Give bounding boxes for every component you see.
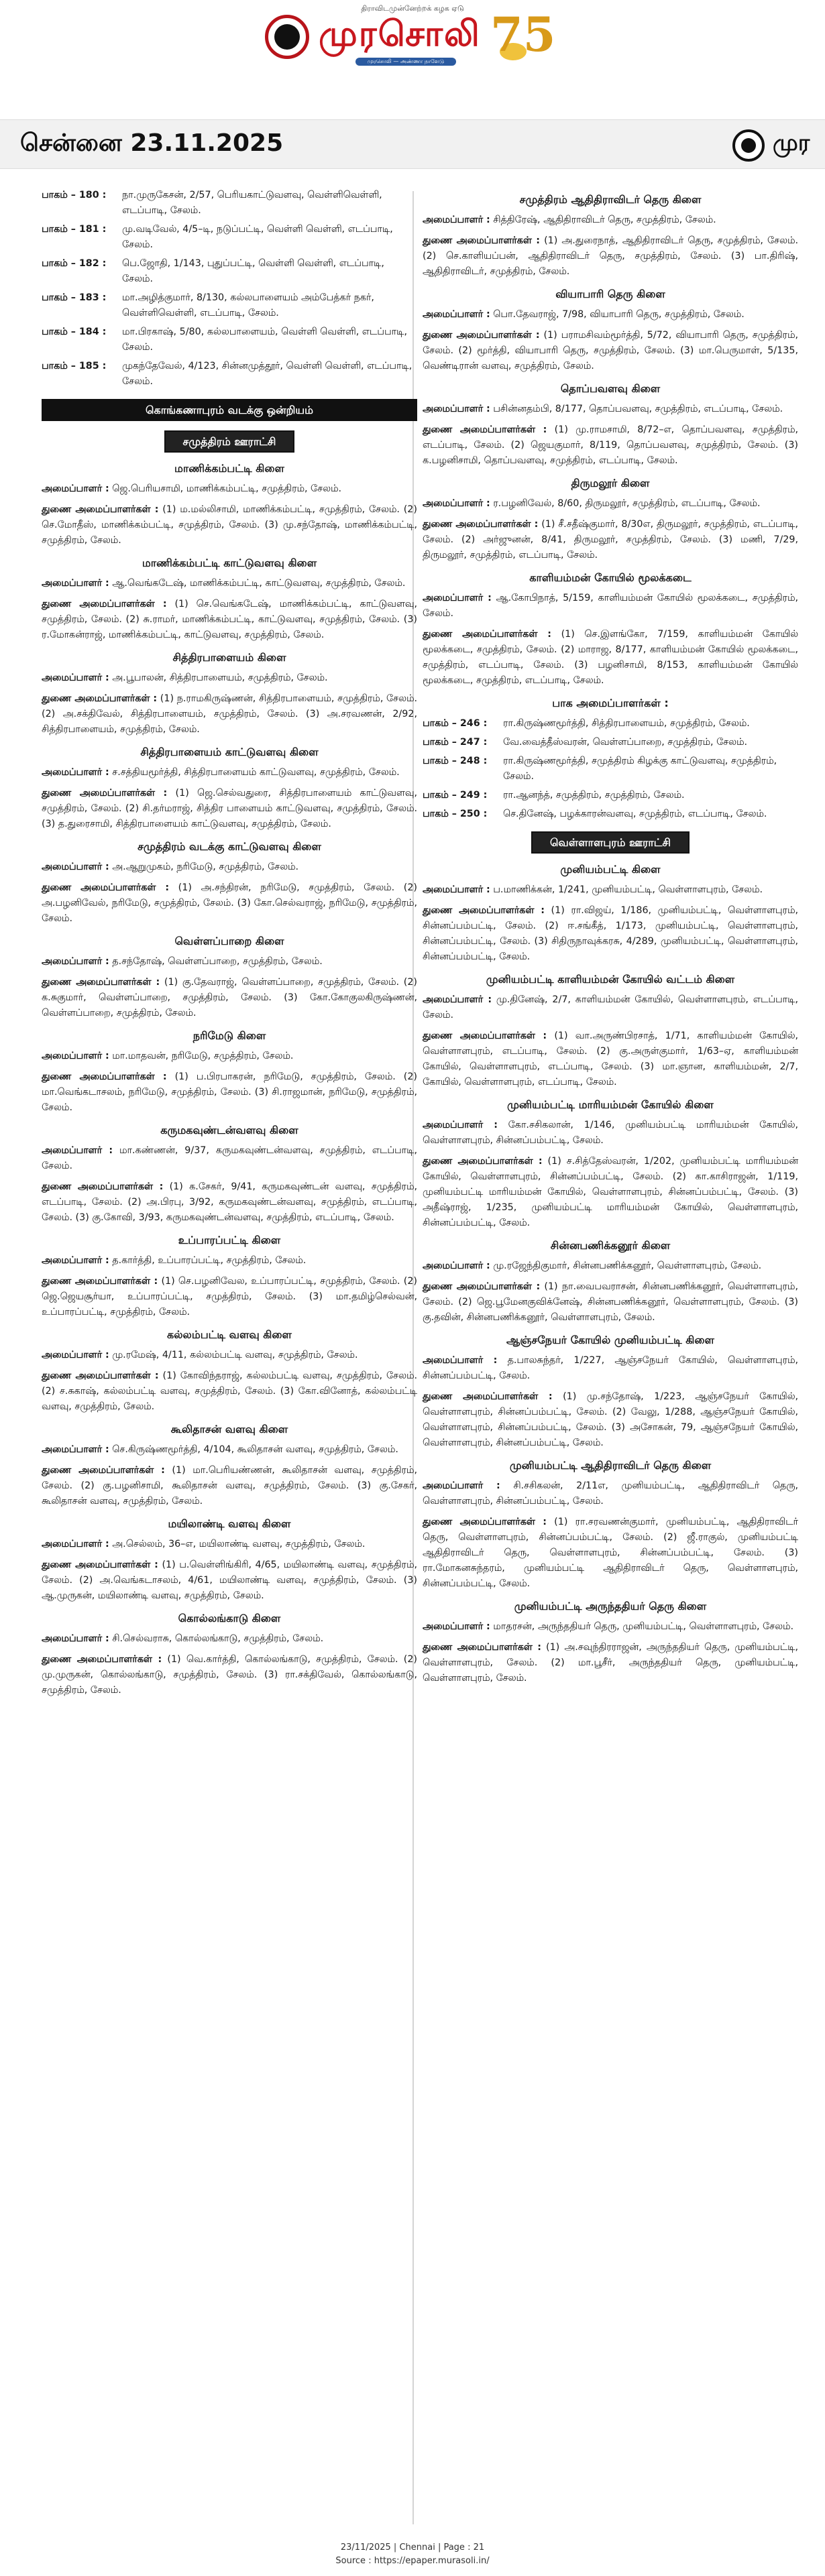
- branch-list: [423, 192, 798, 689]
- branch-title: கூலிதாசன் வளவு கிளை: [170, 1423, 288, 1436]
- organizer-label: அமைப்பாளர் :: [423, 1120, 498, 1130]
- deputy-entry: [423, 1029, 798, 1090]
- branch-section: [423, 475, 798, 563]
- organizer-entry: [42, 1049, 417, 1064]
- branch-title: திருமலூர் கிளை: [571, 477, 650, 489]
- organizer-entry: [42, 1442, 417, 1458]
- deputy-entry: [423, 903, 798, 965]
- deputy-label: துணை அமைப்பாளர்கள் :: [423, 1281, 541, 1292]
- bagam-person: முகந்தேவேல், 4/123, சின்னமுத்தூர், வெள்ளி வெள்ளி, எடப்பாடி, சேலம்.: [122, 361, 412, 387]
- bagam-person: நா.முருகேசன், 2/57, பெரியகாட்டுவளவு, வெள்ளிவெள்ளி, எடப்பாடி, சேலம்.: [122, 190, 382, 216]
- bagam-person: மா.பிரகாஷ், 5/80, கல்லபாளையம், வெள்ளி வெள்ளி, எடப்பாடி, சேலம்.: [122, 327, 407, 353]
- deputy-entry: [42, 786, 417, 832]
- masthead: [0, 0, 825, 74]
- branch-title: சித்திரபாளையம் காட்டுவளவு கிளை: [140, 746, 319, 758]
- organizer-entry: [423, 882, 798, 898]
- branch-section: [42, 1611, 417, 1698]
- branch-title: மயிலாண்டி வளவு கிளை: [168, 1517, 291, 1530]
- branch-title: மாணிக்கம்பட்டி கிளை: [174, 462, 284, 475]
- baga-heading: பாக அமைப்பாளர்கள் :: [552, 697, 669, 709]
- organizer-name: ப.மாணிக்கன், 1/241, முனியம்பட்டி, வெள்ளாளபுரம், சேலம்.: [493, 884, 763, 895]
- organizer-label: அமைப்பாளர் :: [42, 1051, 109, 1061]
- deputy-names: (1) ப.பிரபாகரன், நரிமேடு, சமுத்திரம், சேலம். (2) மா.வெங்கடாசலம், நரிமேடு, சமுத்திரம், சேலம். (3) சி.ராஜமான், நரிமேடு, சமுத்திரம், சேலம்.: [42, 1071, 417, 1113]
- organizer-name: ஜெ.பெரியசாமி, மாணிக்கம்பட்டி, சமுத்திரம், சேலம்.: [112, 483, 342, 494]
- organizer-entry: [423, 1478, 798, 1509]
- organizer-label: அமைப்பாளர் :: [423, 404, 490, 414]
- branch-title: வெள்ளப்பாறை கிளை: [174, 935, 284, 947]
- bagam-row: [423, 807, 798, 822]
- deputy-names: (1) ந.ராமகிருஷ்ணன், சித்திரபாளையம், சமுத்திரம், சேலம். (2) அ.சக்திவேல், சித்திரபாளையம், சமுத்திரம், சேலம். (3) அ.சரவணன், 2/92, சித்திரபாளையம், சமுத்திரம், சேலம்.: [42, 693, 417, 735]
- deputy-label: துணை அமைப்பாளர்கள் :: [42, 788, 168, 799]
- deputy-label: துணை அமைப்பாளர்கள் :: [42, 1071, 167, 1082]
- deputy-names: (1) மு.ராமசாமி, 8/72–எ, தொப்பவளவு, சமுத்திரம், எடப்பாடி, சேலம். (2) ஜெயகுமார், 8/119, தொப்பவளவு, சமுத்திரம், சேலம். (3) க.பழனிசாமி, தொப்பவளவு, சமுத்திரம், எடப்பாடி, சேலம்.: [423, 424, 798, 466]
- deputy-label: துணை அமைப்பாளர்கள் :: [423, 1156, 543, 1167]
- deputy-names: (1) வெ.கார்த்தி, கொல்லங்காடு, சமுத்திரம், சேலம். (2) மு.முருகன், கொல்லங்காடு, சமுத்திரம், சேலம். (3) ரா.சக்திவேல், கொல்லங்காடு, சமுத்திரம், சேலம்.: [42, 1654, 417, 1696]
- newspaper-title: முரசொலி: [319, 13, 481, 54]
- bagam-list: [423, 716, 798, 822]
- branch-section: [42, 1122, 417, 1226]
- branch-title: சமுத்திரம் ஆதிதிராவிடர் தெரு கிளை: [519, 193, 702, 206]
- organizer-name: கோ.சசிகலான், 1/146, முனியம்பட்டி மாரியம்மன் கோயில், வெள்ளாளபுரம், சின்னப்பம்பட்டி, சேலம்.: [423, 1120, 799, 1146]
- bagam-row: [423, 716, 798, 731]
- deputy-names: (1) அ.துரைநாத், ஆதிதிராவிடர் தெரு, சமுத்திரம், சேலம். (2) செ.காளியப்பன், ஆதிதிராவிடர் தெரு, சமுத்திரம், சேலம். (3) பா.திரிஷ், ஆதிதிராவிடர், சமுத்திரம், சேலம்.: [423, 235, 798, 277]
- edition-date: சென்னை 23.11.2025: [20, 129, 284, 157]
- deputy-label: துணை அமைப்பாளர்கள் :: [42, 504, 159, 515]
- branch-section: [42, 1028, 417, 1116]
- organizer-entry: [423, 1118, 798, 1149]
- branch-title: சித்திரபாளையம் கிளை: [172, 651, 286, 664]
- deputy-names: (1) ரா.சரவணன்குமார், முனியம்பட்டி, ஆதிதிராவிடர் தெரு, வெள்ளாளபுரம், சின்னப்பம்பட்டி, சேலம். (2) ஜீ.ராகுல், முனியம்பட்டி ஆதிதிராவிடர் தெரு, வெள்ளாளபுரம், சின்னப்பம்பட்டி, சேலம். (3) ரா.மோகனசுந்தரம், முனியம்பட்டி ஆதிதிராவிடர் தெரு, வெள்ளாளபுரம், சின்னப்பம்பட்டி, சேலம்.: [423, 1517, 798, 1589]
- branch-section: [42, 461, 417, 548]
- mini-emblem-icon: [732, 129, 765, 162]
- organizer-entry: [42, 860, 417, 875]
- deputy-label: துணை அமைப்பாளர்கள் :: [423, 905, 545, 916]
- rising-sun-emblem-icon: [265, 15, 309, 59]
- deputy-entry: [423, 517, 798, 563]
- branch-title: முனியம்பட்டி காளியம்மன் கோயில் வட்டம் கிளை: [486, 973, 735, 986]
- organizer-name: ஆ.வெங்கடேஷ், மாணிக்கம்பட்டி, காட்டுவளவு, சமுத்திரம், சேலம்.: [112, 578, 406, 589]
- branch-title: மாணிக்கம்பட்டி காட்டுவளவு கிளை: [142, 557, 317, 569]
- branch-title: சமுத்திரம் வடக்கு காட்டுவளவு கிளை: [138, 840, 321, 853]
- organizer-entry: [42, 1143, 417, 1174]
- organizer-name: அ.பூபாலன், சித்திரபாளையம், சமுத்திரம், சேலம்.: [112, 672, 328, 683]
- branch-title: முனியம்பட்டி கிளை: [560, 863, 661, 876]
- deputy-entry: [42, 880, 417, 927]
- deputy-names: (1) ஜெ.செல்வதுரை, சித்திரபாளையம் காட்டுவளவு, சமுத்திரம், சேலம். (2) சி.தர்மராஜ், சித்திர பாளையம் காட்டுவளவு, சமுத்திரம், சேலம். (3) த.துரைசாமி, சித்திரபாளையம் காட்டுவளவு, சமுத்திரம், சேலம்.: [42, 788, 417, 829]
- organizer-entry: [423, 402, 798, 417]
- branch-section: [42, 650, 417, 738]
- organizer-name: மு.ரஜேந்திகுமார், சின்னபணிக்கனூர், வெள்ளாளபுரம், சேலம்.: [493, 1261, 762, 1271]
- branch-section: [423, 862, 798, 965]
- organizer-label: அமைப்பாளர் :: [42, 578, 109, 589]
- bagam-row: [42, 256, 417, 287]
- branch-section: [423, 381, 798, 469]
- organizer-entry: [42, 670, 417, 686]
- organizer-name: மா.கண்ணன், 9/37, கருமகவுண்டன்வளவு, சமுத்திரம், எடப்பாடி, சேலம்.: [42, 1145, 418, 1171]
- organizer-entry: [42, 765, 417, 780]
- panchayat-heading: வெள்ளாளபுரம் ஊராட்சி: [423, 831, 798, 854]
- bagam-row: [423, 754, 798, 784]
- organizer-label: அமைப்பாளர் :: [42, 956, 109, 967]
- bagam-row: [42, 188, 417, 219]
- organizer-entry: [423, 992, 798, 1023]
- organizer-entry: [423, 1619, 798, 1635]
- bagam-number: பாகம் – 185 :: [42, 361, 107, 371]
- branch-list: [42, 461, 417, 1698]
- bagam-number: பாகம் – 250 :: [423, 809, 488, 819]
- deputy-names: (1) செ.இளங்கோ, 7/159, காளியம்மன் கோயில் மூலக்கடை, சமுத்திரம், சேலம். (2) மாராஜ, 8/177, காளியம்மன் கோயில் மூலக்கடை, சமுத்திரம், எடப்பாடி, சேலம். (3) பழனிசாமி, 8/153, காளியம்மன் கோயில் மூலக்கடை, சமுத்திரம், எடப்பாடி, சேலம்.: [423, 629, 798, 686]
- organizer-label: அமைப்பாளர் :: [42, 767, 109, 778]
- organizer-name: ஆ.கோபிநாத், 5/159, காளியம்மன் கோயில் மூலக்கடை, சமுத்திரம், சேலம்.: [423, 593, 798, 619]
- organizer-name: த.கார்த்தி, உப்பாரப்பட்டி, சமுத்திரம், சேலம்.: [112, 1255, 307, 1266]
- branch-section: [423, 570, 798, 689]
- deputy-entry: [42, 691, 417, 738]
- deputy-entry: [42, 502, 417, 548]
- organizer-name: பசின்னதம்பி, 8/177, தொப்பவளவு, சமுத்திரம், எடப்பாடி, சேலம்.: [493, 404, 783, 414]
- deputy-entry: [423, 328, 798, 374]
- masthead-tagline: திராவிடமுன்னேற்றக் கழக ஏடு: [361, 4, 464, 13]
- bagam-number: பாகம் – 184 :: [42, 327, 107, 337]
- organizer-label: அமைப்பாளர் :: [423, 1480, 500, 1491]
- deputy-entry: [423, 1515, 798, 1592]
- deputy-label: துணை அமைப்பாளர்கள் :: [42, 1560, 158, 1570]
- deputy-label: துணை அமைப்பாளர்கள் :: [423, 519, 539, 530]
- branch-title: காளியம்மன் கோயில் மூலக்கடை: [529, 571, 692, 584]
- bagam-row: [42, 359, 417, 390]
- deputy-label: துணை அமைப்பாளர்கள் :: [42, 1276, 158, 1287]
- branch-section: [42, 1516, 417, 1604]
- branch-section: [423, 1332, 798, 1451]
- bagam-number: பாகம் – 247 :: [423, 737, 488, 748]
- bagam-person: வே.வைத்தீஸ்வரன், வெள்ளப்பாறை, சமுத்திரம், சேலம்.: [503, 737, 748, 748]
- deputy-names: (1) மா.பெரியண்ணன், கூலிதாசன் வளவு, சமுத்திரம், சேலம். (2) கு.பழனிசாமி, கூலிதாசன் வளவு, சமுத்திரம், சேலம். (3) கு.சேகர், கூலிதாசன் வளவு, சமுத்திரம், சேலம்.: [42, 1465, 417, 1507]
- deputy-entry: [423, 1389, 798, 1451]
- branch-section: [423, 1598, 798, 1686]
- deputy-label: துணை அமைப்பாளர்கள் :: [42, 1654, 162, 1665]
- footer-page-info: 23/11/2025 | Chennai | Page : 21: [340, 2542, 485, 2553]
- bagam-number: பாகம் – 249 :: [423, 790, 488, 801]
- branch-title: நரிமேடு கிளை: [192, 1029, 266, 1042]
- organizer-label: அமைப்பாளர் :: [42, 1350, 109, 1360]
- bagam-row: [423, 735, 798, 750]
- deputy-names: (1) வா.அருண்பிரசாத், 1/71, காளியம்மன் கோயில், வெள்ளாளபுரம், எடப்பாடி, சேலம். (2) கு.அருள்குமார், 1/63–ஏ, காளியம்மன் கோயில், வெள்ளாளபுரம், எடப்பாடி, சேலம். (3) மா.ஞான, காளியம்மன், 2/7, கோயில், வெள்ளாளபுரம், எடப்பாடி, சேலம்.: [423, 1031, 798, 1088]
- bagam-person: மா.அழித்குமார், 8/130, கல்லபாளையம் அம்பேத்கர் நகர், வெள்ளிவெள்ளி, எடப்பாடி, சேலம்.: [122, 292, 374, 318]
- edition-bar: [0, 119, 825, 169]
- deputy-label: துணை அமைப்பாளர்கள் :: [42, 693, 158, 704]
- branch-section: [423, 286, 798, 374]
- deputy-label: துணை அமைப்பாளர்கள் :: [423, 1517, 547, 1527]
- deputy-label: துணை அமைப்பாளர்கள் :: [42, 1465, 165, 1476]
- bagam-number: பாகம் – 183 :: [42, 292, 107, 303]
- newspaper-subtitle: முரசொலி — அண்ணா நாளேடு: [355, 58, 456, 66]
- organizer-entry: [42, 1631, 417, 1647]
- deputy-names: (1) அ.சவுந்திரராஜன், அருந்ததியர் தெரு, முனியம்பட்டி, வெள்ளாளபுரம், சேலம். (2) மா.பூசீர், அருந்ததியர் தெரு, முனியம்பட்டி, வெள்ளாளபுரம், சேலம்.: [423, 1642, 798, 1684]
- branch-section: [42, 1421, 417, 1509]
- deputy-label: துணை அமைப்பாளர்கள் :: [423, 629, 551, 640]
- deputy-names: (1) க.சேகர், 9/41, கருமகவுண்டன் வளவு, சமுத்திரம், எடப்பாடி, சேலம். (2) அ.பிரபு, 3/92, கருமகவுண்டன்வளவு, சமுத்திரம், எடப்பாடி, சேலம். (3) கு.கோவி, 3/93, கருமகவுண்டன்வளவு, சமுத்திரம், எடப்பாடி, சேலம்.: [42, 1181, 417, 1223]
- organizer-name: மு.தினேஷ், 2/7, காளியம்மன் கோயில், வெள்ளாளபுரம், எடப்பாடி, சேலம்.: [423, 994, 798, 1020]
- organizer-name: அ.செல்லம், 36–எ, மயிலாண்டி வளவு, சமுத்திரம், சேலம்.: [112, 1539, 366, 1549]
- organizer-label: அமைப்பாளர் :: [42, 672, 109, 683]
- deputy-entry: [42, 1069, 417, 1116]
- bagam-row: [42, 222, 417, 253]
- right-column: [423, 188, 798, 1693]
- deputy-names: (1) கு.தேவராஜ், வெள்ளப்பாறை, சமுத்திரம், சேலம். (2) க.சுகுமார், வெள்ளப்பாறை, சமுத்திரம், சேலம். (3) கோ.கோகுலகிருஷ்ணன், வெள்ளப்பாறை, சமுத்திரம், சேலம்.: [42, 977, 417, 1018]
- deputy-entry: [423, 422, 798, 469]
- organizer-label: அமைப்பாளர் :: [423, 498, 490, 509]
- branch-title: உப்பாரப்பட்டி கிளை: [178, 1234, 281, 1246]
- bagam-person: பெ.ஜோதி, 1/143, புதுப்பட்டி, வெள்ளி வெள்ளி, எடப்பாடி, சேலம்.: [122, 258, 384, 284]
- branch-title: கொல்லங்காடு கிளை: [178, 1612, 281, 1625]
- branch-title: முனியம்பட்டி ஆதிதிராவிடர் தெரு கிளை: [509, 1459, 712, 1472]
- deputy-label: துணை அமைப்பாளர்கள் :: [42, 882, 170, 893]
- anniversary-badge-icon: [486, 7, 556, 66]
- organizer-name: மு.ரமேஷ், 4/11, கல்லம்பட்டி வளவு, சமுத்திரம், சேலம்.: [112, 1350, 358, 1360]
- deputy-label: துணை அமைப்பாளர்கள் :: [423, 1031, 547, 1041]
- organizer-entry: [423, 496, 798, 512]
- deputy-label: துணை அமைப்பாளர்கள் :: [423, 1391, 553, 1402]
- footer-source: Source : https://epaper.murasoli.in/: [335, 2556, 490, 2566]
- branch-title: கருமகவுண்டன்வளவு கிளை: [160, 1124, 298, 1136]
- organizer-name: பொ.தேவராஜ், 7/98, வியாபாரி தெரு, சமுத்திரம், சேலம்.: [493, 309, 745, 320]
- deputy-entry: [423, 1154, 798, 1231]
- organizer-name: சி.சசிகலன், 2/11எ, முனியம்பட்டி, ஆதிதிராவிடர் தெரு, வெள்ளாளபுரம், சின்னப்பம்பட்டி, சேலம்.: [423, 1480, 799, 1507]
- organizer-label: அமைப்பாளர் :: [42, 1539, 109, 1549]
- organizer-name: அ.ஆறுமுகம், நரிமேடு, சமுத்திரம், சேலம்.: [112, 862, 299, 872]
- bagam-row: [42, 325, 417, 355]
- deputy-entry: [423, 233, 798, 280]
- deputy-entry: [42, 1652, 417, 1698]
- branch-section: [423, 972, 798, 1090]
- organizer-label: அமைப்பாளர் :: [423, 1355, 498, 1366]
- bagam-person: ரா.ஆனந்த், சமுத்திரம், சமுத்திரம், சேலம்.: [503, 790, 685, 801]
- deputy-names: (1) செ.பழனிவேல, உப்பாரப்பட்டி, சமுத்திரம், சேலம். (2) ஜெ.ஜெயசூர்யா, உப்பாரப்பட்டி, சமுத்திரம், சேலம். (3) மா.தமிழ்செல்வன், உப்பாரப்பட்டி, சமுத்திரம், சேலம்.: [42, 1276, 417, 1318]
- branch-section: [42, 933, 417, 1021]
- logo: [265, 9, 560, 70]
- organizer-label: அமைப்பாளர் :: [423, 593, 492, 603]
- organizer-label: அமைப்பாளர் :: [423, 1621, 490, 1632]
- organizer-label: அமைப்பாளர் :: [423, 884, 490, 895]
- organizer-name: சி.செல்வராசு, கொல்லங்காடு, சமுத்திரம், சேலம்.: [112, 1633, 324, 1644]
- deputy-label: துணை அமைப்பாளர்கள் :: [42, 1370, 159, 1381]
- branch-section: [42, 839, 417, 927]
- bagam-number: பாகம் – 180 :: [42, 190, 107, 200]
- deputy-names: (1) ப.வெள்ளிங்கிரி, 4/65, மயிலாண்டி வளவு, சமுத்திரம், சேலம். (2) அ.வெங்கடாசலம், 4/61, மயிலாண்டி வளவு, சமுத்திரம், சேலம். (3) ஆ.முருகன், மயிலாண்டி வளவு, சமுத்திரம், சேலம்.: [42, 1560, 417, 1601]
- organizer-entry: [42, 1253, 417, 1269]
- deputy-entry: [42, 1368, 417, 1415]
- organizer-name: ர.பழனிவேல், 8/60, திருமலூர், சமுத்திரம், எடப்பாடி, சேலம்.: [493, 498, 761, 509]
- deputy-names: (1) பராமசிவம்மூர்த்தி, 5/72, வியாபாரி தெரு, சமுத்திரம், சேலம். (2) மூர்த்தி, வியாபாரி தெரு, சமுத்திரம், சேலம். (3) மா.பெருமாள், 5/135, வெண்டிரான் வளவு, சமுத்திரம், சேலம்.: [423, 330, 798, 371]
- organizer-name: மா.மாதவன், நரிமேடு, சமுத்திரம், சேலம்.: [112, 1051, 294, 1061]
- organizer-label: அமைப்பாளர் :: [42, 1444, 109, 1455]
- organizer-entry: [423, 591, 798, 622]
- branch-title: ஆஞ்சநேயர் கோயில் முனியம்பட்டி கிளை: [506, 1334, 714, 1346]
- bagam-person: ரா.கிருஷ்ணமூர்த்தி, சமுத்திரம் கிழக்கு காட்டுவளவு, சமுத்திரம், சேலம்.: [503, 756, 777, 782]
- organizer-label: அமைப்பாளர் :: [423, 215, 490, 225]
- deputy-label: துணை அமைப்பாளர்கள் :: [42, 1181, 164, 1192]
- bagam-person: மு.வடிவேல், 4/5–டி, நடுப்பட்டி, வெள்ளி வெள்ளி, எடப்பாடி, சேலம்.: [122, 224, 393, 250]
- organizer-label: அமைப்பாளர் :: [42, 1255, 109, 1266]
- deputy-names: (1) கோவிந்தராஜ், கல்லம்பட்டி வளவு, சமுத்திரம், சேலம். (2) ச.சுகாஷ், கல்லம்பட்டி வளவு, சமுத்திரம், சேலம். (3) கோ.வினோத், கல்லம்பட்டி வளவு, சமுத்திரம், சேலம்.: [42, 1370, 417, 1412]
- deputy-entry: [42, 1179, 417, 1226]
- bagam-list: [42, 188, 417, 390]
- organizer-entry: [42, 1537, 417, 1552]
- deputy-names: (1) சீ.சதீஷ்குமார், 8/30எ, திருமலூர், சமுத்திரம், எடப்பாடி, சேலம். (2) அர்ஜுனன், 8/41, திருமலூர், சமுத்திரம், சேலம். (3) மணி, 7/29, திருமலூர், சமுத்திரம், எடப்பாடி, சேலம்.: [423, 519, 798, 561]
- branch-title: வியாபாரி தெரு கிளை: [555, 288, 665, 300]
- bagam-number: பாகம் – 181 :: [42, 224, 107, 235]
- organizer-label: அமைப்பாளர் :: [42, 1145, 113, 1156]
- bagam-number: பாகம் – 246 :: [423, 718, 488, 729]
- deputy-entry: [423, 627, 798, 689]
- branch-section: [423, 1097, 798, 1231]
- organizer-name: செ.கிருஷ்ணமூர்த்தி, 4/104, கூலிதாசன் வளவு, சமுத்திரம், சேலம்.: [112, 1444, 398, 1455]
- organizer-name: சித்திரேஷ், ஆதிதிராவிடர் தெரு, சமுத்திரம், சேலம்.: [493, 215, 716, 225]
- deputy-names: (1) ச.சித்தேஸ்வரன், 1/202, முனியம்பட்டி மாரியம்மன் கோயில், வெள்ளாளபுரம், சின்னப்பம்பட்டி, சேலம். (2) கா.காசிராஜன், 1/119, முனியம்பட்டி மாரியம்மன் கோயில், வெள்ளாளபுரம், சின்னப்பம்பட்டி, சேலம். (3) அதீஷ்ராஜ், 1/235, முனியம்பட்டி மாரியம்மன் கோயில், வெள்ளாளபுரம், சின்னப்பம்பட்டி, சேலம்.: [423, 1156, 798, 1228]
- deputy-label: துணை அமைப்பாளர்கள் :: [423, 330, 540, 341]
- organizer-entry: [42, 481, 417, 497]
- branch-section: [42, 1232, 417, 1320]
- organizer-label: அமைப்பாளர் :: [42, 1633, 109, 1644]
- organizer-label: அமைப்பாளர் :: [42, 483, 109, 494]
- deputy-entry: [42, 597, 417, 643]
- anniversary-number: 75: [490, 7, 556, 62]
- page-footer: [0, 2541, 825, 2568]
- organizer-label: அமைப்பாளர் :: [423, 994, 492, 1005]
- organizer-entry: [423, 213, 798, 228]
- deputy-label: துணை அமைப்பாளர்கள் :: [42, 977, 160, 988]
- bagam-person: ரா.கிருஷ்ணமூர்த்தி, சித்திரபாளையம், சமுத்திரம், சேலம்.: [503, 718, 750, 729]
- deputy-entry: [423, 1640, 798, 1686]
- organizer-name: த.பாலசுந்தர், 1/227, ஆஞ்சநேயர் கோயில், வெள்ளாளபுரம், சின்னப்பம்பட்டி, சேலம்.: [423, 1355, 798, 1381]
- panchayat-heading: சமுத்திரம் ஊராட்சி: [42, 430, 417, 453]
- deputy-label: துணை அமைப்பாளர்கள் :: [423, 424, 547, 435]
- deputy-label: துணை அமைப்பாளர்கள் :: [42, 599, 167, 609]
- branch-section: [42, 555, 417, 643]
- organizer-entry: [42, 1348, 417, 1363]
- branch-title: முனியம்பட்டி அருந்ததியர் தெரு கிளை: [514, 1600, 707, 1613]
- branch-section: [423, 1238, 798, 1326]
- deputy-names: (1) மு.சந்தோஷ், 1/223, ஆஞ்சநேயர் கோயில், வெள்ளாளபுரம், சின்னப்பம்பட்டி, சேலம். (2) வேலு, 1/288, ஆஞ்சநேயர் கோயில், வெள்ளாளபுரம், சின்னப்பம்பட்டி, சேலம். (3) அசோகன், 79, ஆஞ்சநேயர் கோயில், வெள்ளாளபுரம், சின்னப்பம்பட்டி, சேலம்.: [423, 1391, 798, 1448]
- organizer-label: அமைப்பாளர் :: [423, 309, 490, 320]
- deputy-entry: [42, 1274, 417, 1320]
- branch-title: முனியம்பட்டி மாரியம்மன் கோயில் கிளை: [507, 1098, 714, 1111]
- edition-title-truncated: முர: [773, 129, 810, 156]
- organizer-name: மாதரசன், அருந்ததியர் தெரு, முனியம்பட்டி, வெள்ளாளபுரம், சேலம்.: [493, 1621, 794, 1632]
- deputy-names: (1) செ.வெங்கடேஷ், மாணிக்கம்பட்டி, காட்டுவளவு, சமுத்திரம், சேலம். (2) சு.ராமர், மாணிக்கம்பட்டி, காட்டுவளவு, சமுத்திரம், சேலம். (3) ர.மோகன்ராஜ், மாணிக்கம்பட்டி, காட்டுவளவு, சமுத்திரம், சேலம்.: [42, 599, 417, 640]
- bagam-person: செ.தினேஷ், பழக்காரன்வளவு, சமுத்திரம், எடப்பாடி, சேலம்.: [503, 809, 767, 819]
- branch-section: [42, 1327, 417, 1415]
- left-column: [42, 188, 417, 1705]
- deputy-names: (1) அ.சந்திரன், நரிமேடு, சமுத்திரம், சேலம். (2) அ.பழனிவேல், நரிமேடு, சமுத்திரம், சேலம். (3) கோ.செல்வராஜ், நரிமேடு, சமுத்திரம், சேலம்.: [42, 882, 417, 924]
- organizer-entry: [423, 307, 798, 323]
- deputy-names: (1) நா.வைபவராசன், சின்னபணிக்கனூர், வெள்ளாளபுரம், சேலம். (2) ஜெ.பூமேனகுவிக்னேஷ், சின்னபணிக்கனூர், வெள்ளாளபுரம், சேலம். (3) கு.தவின், சின்னபணிக்கனூர், வெள்ளாளபுரம், சேலம்.: [423, 1281, 798, 1323]
- deputy-entry: [423, 1279, 798, 1326]
- deputy-entry: [42, 1558, 417, 1604]
- organizer-label: அமைப்பாளர் :: [42, 862, 109, 872]
- organizer-name: த.சந்தோஷ், வெள்ளப்பாறை, சமுத்திரம், சேலம்.: [112, 956, 323, 967]
- organizer-entry: [423, 1353, 798, 1384]
- branch-section: [423, 192, 798, 280]
- bagam-row: [423, 788, 798, 803]
- deputy-label: துணை அமைப்பாளர்கள் :: [423, 1642, 541, 1653]
- organizer-name: ச.சத்தியமூர்த்தி, சித்திரபாளையம் காட்டுவளவு, சமுத்திரம், சேலம்.: [112, 767, 400, 778]
- deputy-names: (1) ம.மல்லிசாமி, மாணிக்கம்பட்டி, சமுத்திரம், சேலம். (2) செ.மோதீஸ், மாணிக்கம்பட்டி, சமுத்திரம், சேலம். (3) மு.சந்தோஷ், மாணிக்கம்பட்டி, சமுத்திரம், சேலம்.: [42, 504, 417, 546]
- bagam-number: பாகம் – 248 :: [423, 756, 488, 766]
- branch-section: [42, 744, 417, 832]
- organizer-entry: [42, 954, 417, 970]
- branch-title: தொப்பவளவு கிளை: [560, 382, 661, 395]
- deputy-names: (1) ரா.விஜய், 1/186, முனியம்பட்டி, வெள்ளாளபுரம், சின்னப்பம்பட்டி, சேலம். (2) ஈ.சங்கீத், 1/173, முனியம்பட்டி, வெள்ளாளபுரம், சின்னப்பம்பட்டி, சேலம். (3) சிதிருநாவுக்கரசு, 4/289, முனியம்பட்டி, வெள்ளாளபுரம், சின்னப்பம்பட்டி, சேலம்.: [423, 905, 798, 962]
- deputy-label: துணை அமைப்பாளர்கள் :: [423, 235, 540, 246]
- deputy-entry: [42, 1463, 417, 1509]
- branch-title: கல்லம்பட்டி வளவு கிளை: [167, 1328, 292, 1341]
- branch-section: [423, 1458, 798, 1592]
- branch-list: [423, 862, 798, 1686]
- bagam-row: [42, 290, 417, 321]
- organizer-label: அமைப்பாளர் :: [423, 1261, 490, 1271]
- deputy-entry: [42, 975, 417, 1021]
- union-heading: கொங்கணாபுரம் வடக்கு ஒன்றியம்: [42, 399, 417, 421]
- organizer-entry: [42, 576, 417, 591]
- organizer-entry: [423, 1258, 798, 1274]
- bagam-number: பாகம் – 182 :: [42, 258, 107, 269]
- branch-title: சின்னபணிக்கனூர் கிளை: [550, 1239, 671, 1252]
